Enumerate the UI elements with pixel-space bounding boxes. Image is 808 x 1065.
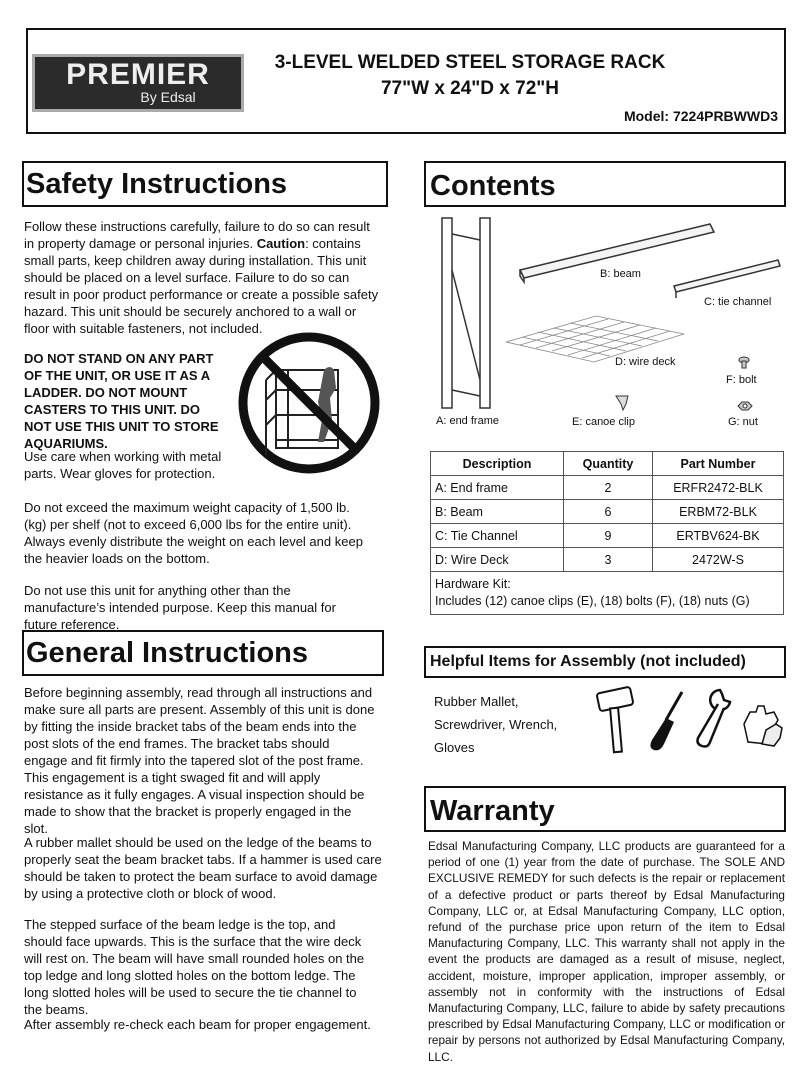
contents-heading-box [424,161,786,207]
label-beam: B: beam [600,268,641,280]
general-para-3: The stepped surface of the beam ledge is the top, and should face upwards. This is the surface that the wire deck will rest on. The beam will have small rounded holes on the top ledge and long slotted holes on the bottom ledge. The long slotted holes will be used to secure the tie channel to the beams. [24,917,365,1017]
table-header-row [431,452,784,476]
cell-quantity: 2 [564,476,653,500]
col-quantity: Quantity [564,452,653,476]
general-para-2: A rubber mallet should be used on the ledge of the beams to properly seat the beam bracket tabs. If a hammer is used care should be taken to protect the beam surface to avoid damage by using a protective cloth or block of wood. [24,835,382,901]
bolt-drawing [739,357,749,368]
cell-part-number: 2472W-S [653,548,784,572]
general-heading-box [22,630,384,676]
parts-illustration [428,210,788,420]
cell-description: C: Tie Channel [431,524,564,548]
hardware-row [431,572,784,615]
helpful-line-3: Gloves [434,740,475,755]
page-title: 3-LEVEL WELDED STEEL STORAGE RACK [274,52,666,73]
label-bolt: F: bolt [726,374,757,386]
label-tie-channel: C: tie channel [704,296,772,308]
gloves-icon [740,702,788,748]
end-frame-drawing [442,218,490,408]
safety-warning: DO NOT STAND ON ANY PART OF THE UNIT, OR USE IT AS A LADDER. DO NOT MOUNT CASTERS TO THIS UNIT. DO NOT USE THIS UNIT TO STORE AQUARIUMS. [24,351,219,451]
cell-description: D: Wire Deck [431,548,564,572]
page-subtitle: 77"W x 24"D x 72"H [380,78,560,99]
brand-logo [32,54,244,112]
warranty-heading: Warranty [430,795,555,827]
helpful-line-1: Rubber Mallet, [434,694,519,709]
brand-sub: By Edsal [140,89,196,105]
safety-para-1: Follow these instructions carefully, failure to do so can result in property damage or personal injuries. Caution: contains small parts, keep children away during installation. This unit should be placed on a level surface. Failure to do so can result in poor product performance or create a possible safety hazard. This unit should be securely anchored to a wall or floor with suitable fasteners, not included. [24,219,379,336]
rubber-mallet-icon [594,686,640,756]
safety-heading-box [22,161,388,207]
hardware-list: Includes (12) canoe clips (E), (18) bolts (F), (18) nuts (G) [435,594,750,608]
table-row [431,524,784,548]
wrench-icon [690,686,736,752]
col-description: Description [431,452,564,476]
cell-description: A: End frame [431,476,564,500]
general-para-4: After assembly re-check each beam for proper engagement. [24,1017,371,1032]
general-heading: General Instructions [26,637,309,669]
table-row [431,500,784,524]
table-row [431,476,784,500]
cell-part-number: ERTBV624-BK [653,524,784,548]
warranty-heading-box [424,786,786,832]
cell-part-number: ERBM72-BLK [653,500,784,524]
hardware-title: Hardware Kit: [435,577,511,591]
helpful-heading-box [424,646,786,678]
safety-para-4: Do not use this unit for anything other than the manufacture’s intended purpose. Keep this manual for future reference. [24,583,336,632]
brand-name: PREMIER [66,58,210,91]
warranty-text: Edsal Manufacturing Company, LLC products are guaranteed for a period of one (1) year from the date of purchase. The SOLE AND EXCLUSIVE REMEDY for such defects is the repair or replacement of a defective product or parts thereof by Edsal Manufacturing Company, LLC or, at Edsal Manufacturing Company, LLC option, refund of the purchase price upon return of the item to Edsal Manufacturing Company, LLC. This warranty shall not apply in the event the products are damaged as a result of misuse, neglect, accident, moisture, improper application, improper assembly, or assembly not in conformity with the instructions of Edsal Manufacturing Company, LLC, failure to abide by safety precautions prescribed by Edsal Manufacturing Company, LLC or modification or repair by persons not authorized by Edsal Manufacturing Company, LLC. [428,839,785,1064]
label-nut: G: nut [728,416,758,428]
nut-drawing [738,402,752,410]
cell-quantity: 9 [564,524,653,548]
canoe-clip-drawing [616,396,628,410]
model-number: Model: 7224PRBWWD3 [623,108,778,124]
safety-para-2: Use care when working with metal parts. Wear gloves for protection. [24,449,222,481]
cell-part-number: ERFR2472-BLK [653,476,784,500]
parts-table [430,451,784,615]
safety-para-3: Do not exceed the maximum weight capacity of 1,500 lb. (kg) per shelf (not to exceed 6,000 lbs for the entire unit). Always evenly distribute the weight on each level and keep the heavier loads on the bottom. [24,500,363,566]
cell-quantity: 3 [564,548,653,572]
col-part-number: Part Number [653,452,784,476]
no-climbing-icon [236,330,382,476]
helpful-heading: Helpful Items for Assembly (not included) [430,653,746,670]
helpful-line-2: Screwdriver, Wrench, [434,717,558,732]
helpful-items-text [434,690,574,759]
contents-heading: Contents [430,170,556,202]
label-wire-deck: D: wire deck [615,356,676,368]
label-end-frame: A: end frame [436,415,499,427]
general-para-1: Before beginning assembly, read through all instructions and make sure all parts are present. Assembly of this unit is done by fitting the inside bracket tabs of the beam ends into the post slots of the end frames. The bracket tabs should engage and fit firmly into the tapered slot of the post frame. This engagement is a tight swaged fit and will apply resistance as it fully engages. A visual inspection should be made to show that the bracket is properly engaged in the slot. [24,685,375,836]
label-canoe-clip: E: canoe clip [572,416,635,428]
cell-description: B: Beam [431,500,564,524]
table-row [431,548,784,572]
safety-heading: Safety Instructions [26,168,288,200]
cell-quantity: 6 [564,500,653,524]
screwdriver-icon [642,688,688,752]
